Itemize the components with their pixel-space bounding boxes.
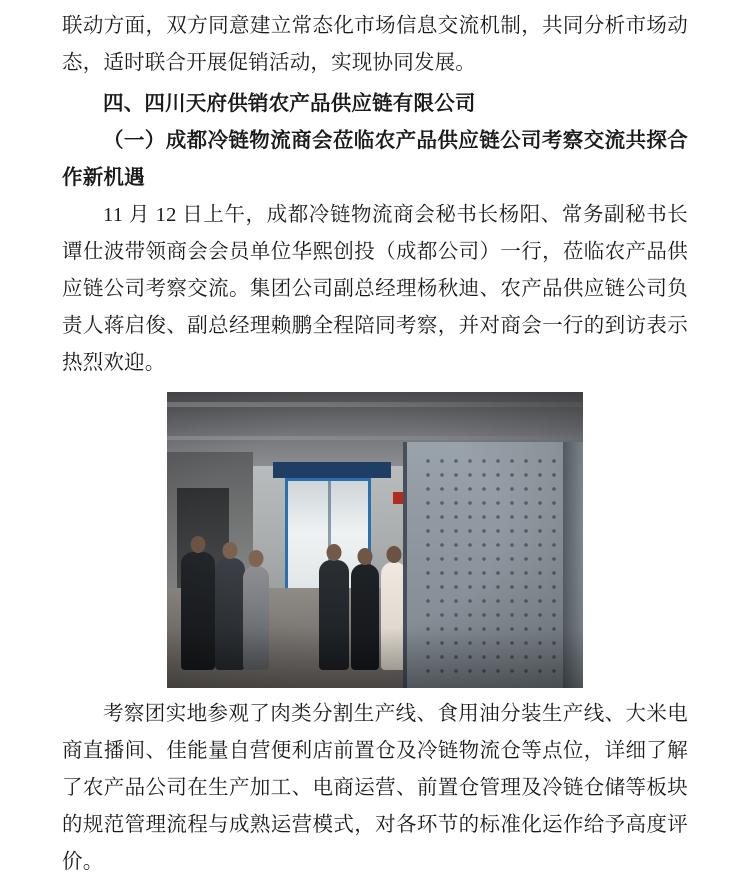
paragraph-continuation: 联动方面，双方同意建立常态化市场信息交流机制，共同分析市场动态，适时联合开展促销活动，实现协同发展。 — [62, 15, 688, 74]
paragraph-visit-intro: 11 月 12 日上午，成都冷链物流商会秘书长杨阳、常务副秘书长谭仕波带领商会会员单位华熙创投（成都公司）一行，莅临农产品供应链公司考察交流。集团公司副总经理杨秋迪、农产品供应链公司负责人蒋启俊、副总经理赖鹏全程陪同考察，并对商会一行的到访表示热烈欢迎。 — [62, 204, 688, 374]
subsection-heading-1: （一）成都冷链物流商会莅临农产品供应链公司考察交流共探合作新机遇 — [62, 130, 688, 189]
paragraph-tour-details: 考察团实地参观了肉类分割生产线、食用油分装生产线、大米电商直播间、佳能量自营便利店前置仓及冷链物流仓等点位，详细了解了农产品公司在生产加工、电商运营、前置仓管理及冷链仓储等板块的规范管理流程与成熟运营模式，对各环节的标准化运作给予高度评价。 — [62, 703, 688, 873]
figure-container — [62, 392, 688, 688]
site-visit-photo — [167, 392, 583, 688]
photo-vignette — [167, 392, 583, 688]
section-heading-4: 四、四川天府供销农产品供应链有限公司 — [103, 93, 476, 115]
